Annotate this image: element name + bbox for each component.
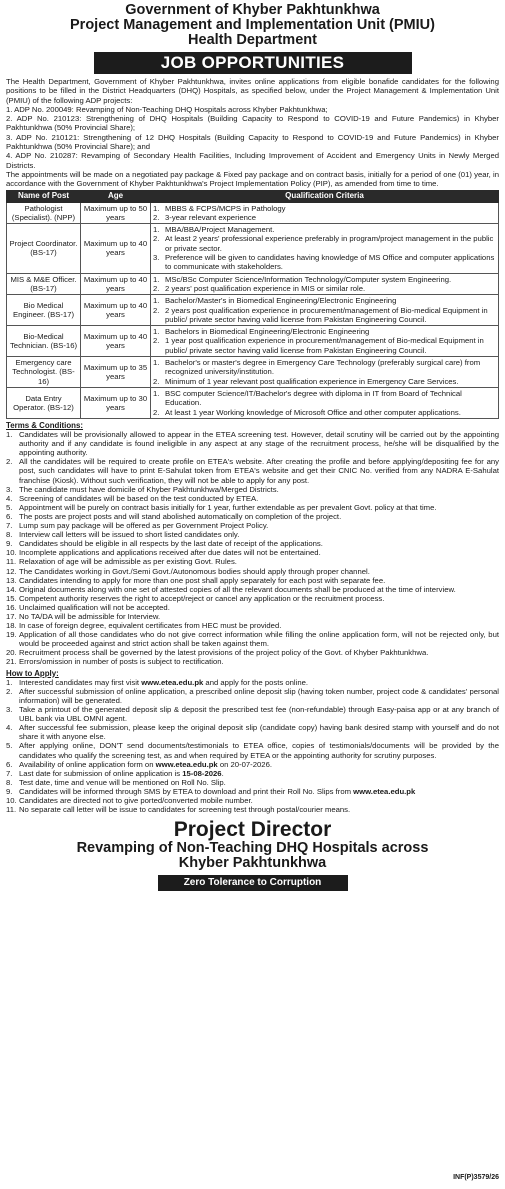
table-row <box>7 273 499 295</box>
column-header: Age <box>81 190 151 202</box>
terms-item: 10. Incomplete applications and applications received after due dates will not be entertained. <box>6 548 321 558</box>
qualification-item: 3. Preference will be given to candidates having knowledge of MS Office and computer applications to communicate with stakeholders. <box>153 253 495 272</box>
header-department: Health Department <box>188 32 317 48</box>
terms-item: 4. Screening of candidates will be based on the test conducted by ETEA. <box>6 493 259 503</box>
how-to-apply-item: 9. Candidates will be informed through SMS by ETEA to download and print their Roll No. Slips from www.etea.edu.pk <box>6 786 416 796</box>
qualification-item: 1. BSC computer Science/IT/Bachelor's degree with diploma in IT from Board of Technical Education. <box>153 388 462 408</box>
how-to-apply-title: How to Apply: <box>6 668 59 678</box>
job-opportunities-banner: JOB OPPORTUNITIES <box>94 52 412 74</box>
post-name-cell: MIS & M&E Officer. (BS-17) <box>7 273 81 295</box>
qualification-cell <box>151 295 499 326</box>
terms-item: 20. Recruitment process shall be governed by the latest provisions of the project policy of the Govt. of Khyber Pakhtunkhwa. <box>6 648 429 658</box>
signatory-title: Project Director <box>173 818 332 842</box>
adp-item: 3. ADP No. 210121: Strengthening of 12 DHQ Hospitals (Building Capacity to Respond to COVID-19 and Future Pandemics) in Khyber Pakhtunkhwa (50% Provincial Share); and <box>6 132 499 152</box>
qualification-cell <box>151 202 499 224</box>
column-header: Name of Post <box>7 190 81 202</box>
terms-item: 18. In case of foreign degree, equivalent certificates from HEC must be provided. <box>6 621 282 631</box>
qualification-item: 2. At least 1 year Working knowledge of Microsoft Office and other computer applications. <box>153 407 461 417</box>
how-to-apply-item: 6. Availability of online application form on www.etea.edu.pk on 20-07-2026. <box>6 759 272 769</box>
age-cell: Maximum up to 35 years <box>81 357 151 388</box>
terms-item: 17. No TA/DA will be admissible for Interview. <box>6 611 161 621</box>
post-name-cell: Data Entry Operator. (BS-12) <box>7 387 81 418</box>
qualification-item: 2. 2 years' post qualification experience in MIS or similar role. <box>153 283 366 293</box>
qualification-item: 1. Bachelor/Master's in Biomedical Engineering/Electronic Engineering <box>153 296 397 306</box>
qualification-cell <box>151 326 499 357</box>
qualification-item: 2. 2 years post qualification experience in procurement/management of Bio-medical Equipment in public/ private sector having valid license from Pakistan Engineering Council. <box>153 305 488 324</box>
age-cell: Maximum up to 40 years <box>81 224 151 273</box>
etea-link[interactable]: www.etea.edu.pk <box>155 759 218 769</box>
qualification-item: 2. At least 2 years' professional experience preferably in program/project management in the public or private sector. <box>153 234 494 253</box>
terms-item: 7. Lump sum pay package will be offered as per Government Project Policy. <box>6 521 269 531</box>
qualification-item: 2. 3-year relevant experience <box>153 212 257 222</box>
post-name-cell: Bio-Medical Technician. (BS-16) <box>7 326 81 357</box>
terms-item: 19. Application of all those candidates who do not give correct information while filling the online application form, will not be rejected only, but would be proceeded against and strict action shall be taken against them. <box>6 630 499 649</box>
how-to-apply-item: 11. No separate call letter will be issue to candidates for screening test through postal/courier means. <box>6 805 351 815</box>
post-name-cell: Pathologist (Specialist). (NPP) <box>7 202 81 224</box>
terms-item: 6. The posts are project posts and will stand abolished automatically on completion of the project. <box>6 511 342 521</box>
age-cell: Maximum up to 50 years <box>81 202 151 224</box>
project-name-line: Khyber Pakhtunkhwa <box>178 855 327 872</box>
table-row <box>7 202 499 224</box>
terms-list <box>6 430 499 666</box>
table-row <box>7 357 499 388</box>
header-unit: Project Management and Implementation Unit (PMIU) <box>70 17 435 33</box>
terms-item: 13. Candidates intending to apply for more than one post shall apply separately for each post with separate fee. <box>6 575 386 585</box>
qualification-cell <box>151 224 499 273</box>
jobs-table <box>6 190 499 419</box>
qualification-item: 1. MBA/BBA/Project Management. <box>153 225 275 235</box>
qualification-cell <box>151 273 499 295</box>
qualification-item: 1. Bachelors in Biomedical Engineering/Electronic Engineering <box>153 327 370 337</box>
terms-item: 21. Errors/omission in number of posts is subject to rectification. <box>6 657 224 667</box>
header <box>6 0 499 48</box>
qualification-item: 1. MSc/BSc Computer Science/Information Technology/Computer system Engineering. <box>153 274 452 284</box>
how-to-apply-item: 4. After successful fee submission, please keep the original deposit slip (candidate copy) having bank desired stamp with yourself and do not share it with anyone else. <box>6 723 499 742</box>
adp-item: 2. ADP No. 210123: Strengthening of DHQ Hospitals (Building Capacity to Respond to COVID-19 and Future Pandemics) in Khyber Pakhtunkhwa (50% Provincial Share); <box>6 114 499 133</box>
etea-link[interactable]: www.etea.edu.pk <box>141 677 204 687</box>
how-to-apply-item: 2. After successful submission of online application, a prescribed online deposit slip (having token number, project code & candidates' personal information) will be generated. <box>6 686 499 706</box>
how-to-apply-item: 5. After applying online, DON'T send documents/testimonials to ETEA office, copies of testimonials/documents will be provided by the candidates who qualify the screening test, as and when required by ETEA or the appointing authority for scrutiny purposes. <box>6 741 499 760</box>
terms-item: 8. Interview call letters will be issued to short listed candidates only. <box>6 530 240 540</box>
appointment-paragraph: The appointments will be made on a negotiated pay package & Fixed pay package and on contract basis, initially for a period of one (01) year, in accordance with the Government of Khyber Pakhtunkhwa's Project Implementation Policy (PIP), as amended from time to time. <box>6 169 499 189</box>
age-cell: Maximum up to 40 years <box>81 273 151 295</box>
terms-item: 5. Appointment will be purely on contract basis initially for 1 year, further extendable as per prevalent Govt. policy at that time. <box>6 502 437 512</box>
terms-item: 2. All the candidates will be required to create profile on ETEA's website. After creating the profile and before applying/depositing fee for any post, such candidates will have to print E-Sahulat token from ETEA's website and get their CNIC No. verified from any NADRA E-Sahulat franchise (Kiosk). Without such verification, they will not be able to apply for any post. <box>6 457 499 485</box>
terms-item: 3. The candidate must have domicile of Khyber Pakhtunkhwa/Merged Districts. <box>6 484 279 494</box>
age-cell: Maximum up to 40 years <box>81 295 151 326</box>
qualification-cell <box>151 357 499 388</box>
terms-item: 14. Original documents along with one set of attested copies of all the relevant documents shall be produced at the time of interview. <box>6 584 456 594</box>
terms-item: 15. Competent authority reserves the right to accept/reject or cancel any application or the recruitment process. <box>6 593 385 603</box>
footer <box>6 819 499 891</box>
how-to-apply-item: 8. Test date, time and venue will be mentioned on Roll No. Slip. <box>6 777 226 787</box>
post-name-cell: Bio Medical Engineer. (BS-17) <box>7 295 81 326</box>
qualification-cell <box>151 387 499 418</box>
jobs-table-body <box>7 202 499 418</box>
adp-item: 1. ADP No. 200049: Revamping of Non-Teaching DHQ Hospitals across Khyber Pakhtunkhwa; <box>6 104 328 114</box>
table-header-row <box>7 190 499 202</box>
etea-link[interactable]: www.etea.edu.pk <box>353 786 416 796</box>
terms-item: 11. Relaxation of age will be admissible as per existing Govt. Rules. <box>6 557 237 567</box>
intro-text <box>6 77 499 189</box>
post-name-cell: Project Coordinator. (BS-17) <box>7 224 81 273</box>
intro-paragraph: The Health Department, Government of Khyber Pakhtunkhwa, invites online applications from eligible bonafide candidates for the following positions to be filled in the District Headquarters (DHQ) Hospitals, as specified below, under the Project Management & Implementation Unit (PMIU) of the following ADP projects: <box>6 77 499 105</box>
terms-item: 12. The Candidates working in Govt./Semi Govt./Autonomous bodies should apply through proper channel. <box>6 566 370 576</box>
table-row <box>7 295 499 326</box>
age-cell: Maximum up to 30 years <box>81 387 151 418</box>
qualification-item: 2. 1 year post qualification experience in procurement/management of Bio-medical Equipment in public/ private sector having valid license from Pakistan Engineering Council. <box>153 336 484 355</box>
terms-title: Terms & Conditions: <box>6 420 84 430</box>
how-to-apply-item: 10. Candidates are directed not to give ported/converted mobile number. <box>6 796 253 806</box>
project-name-line: Revamping of Non-Teaching DHQ Hospitals across <box>76 840 429 857</box>
terms-item: 16. Unclaimed qualification will not be accepted. <box>6 602 170 612</box>
how-to-apply-item: 7. Last date for submission of online application is 15-08-2026. <box>6 768 224 778</box>
table-row <box>7 224 499 273</box>
how-to-apply-item: 3. Take a printout of the generated deposit slip & deposit the prescribed test fee (non-refundable) through Easy-paisa app or at any branch of UBL bank via UBL OMNI agent. <box>6 705 499 724</box>
table-row <box>7 326 499 357</box>
post-name-cell: Emergency care Technologist. (BS-16) <box>7 357 81 388</box>
adp-item: 4. ADP No. 210287: Revamping of Secondary Health Facilities, Including Improvement of Accident and Emergency Units in Newly Merged Districts. <box>6 151 499 170</box>
qualification-item: 1. MBBS & FCPS/MCPS in Pathology <box>153 203 286 213</box>
terms-item: 1. Candidates will be provisionally allowed to appear in the ETEA screening test. However, detail scrutiny will be carried out by the appointing authority and if any candidate is found ineligible in any aspect at any stage of the recruitment process, he/she will be disqualified by the appointing authority. <box>6 430 499 458</box>
table-row <box>7 387 499 418</box>
column-header: Qualification Criteria <box>151 190 499 202</box>
header-government: Government of Khyber Pakhtunkhwa <box>125 2 380 18</box>
qualification-item: 1. Bachelor's or master's degree in Emergency Care Technology (preferably surgical care) from recognized university/institution. <box>153 358 481 377</box>
reference-number: INF(P)3579/26 <box>453 1174 499 1181</box>
how-to-apply-list <box>6 678 499 814</box>
qualification-item: 2. Minimum of 1 year relevant post qualification experience in Emergency Care Services. <box>153 376 459 386</box>
zero-tolerance-banner: Zero Tolerance to Corruption <box>158 875 348 891</box>
terms-item: 9. Candidates should be eligible in all respects by the last date of receipt of the applications. <box>6 539 323 549</box>
how-to-apply-item: 1. Interested candidates may first visit www.etea.edu.pk and apply for the posts online. <box>6 677 309 687</box>
age-cell: Maximum up to 40 years <box>81 326 151 357</box>
